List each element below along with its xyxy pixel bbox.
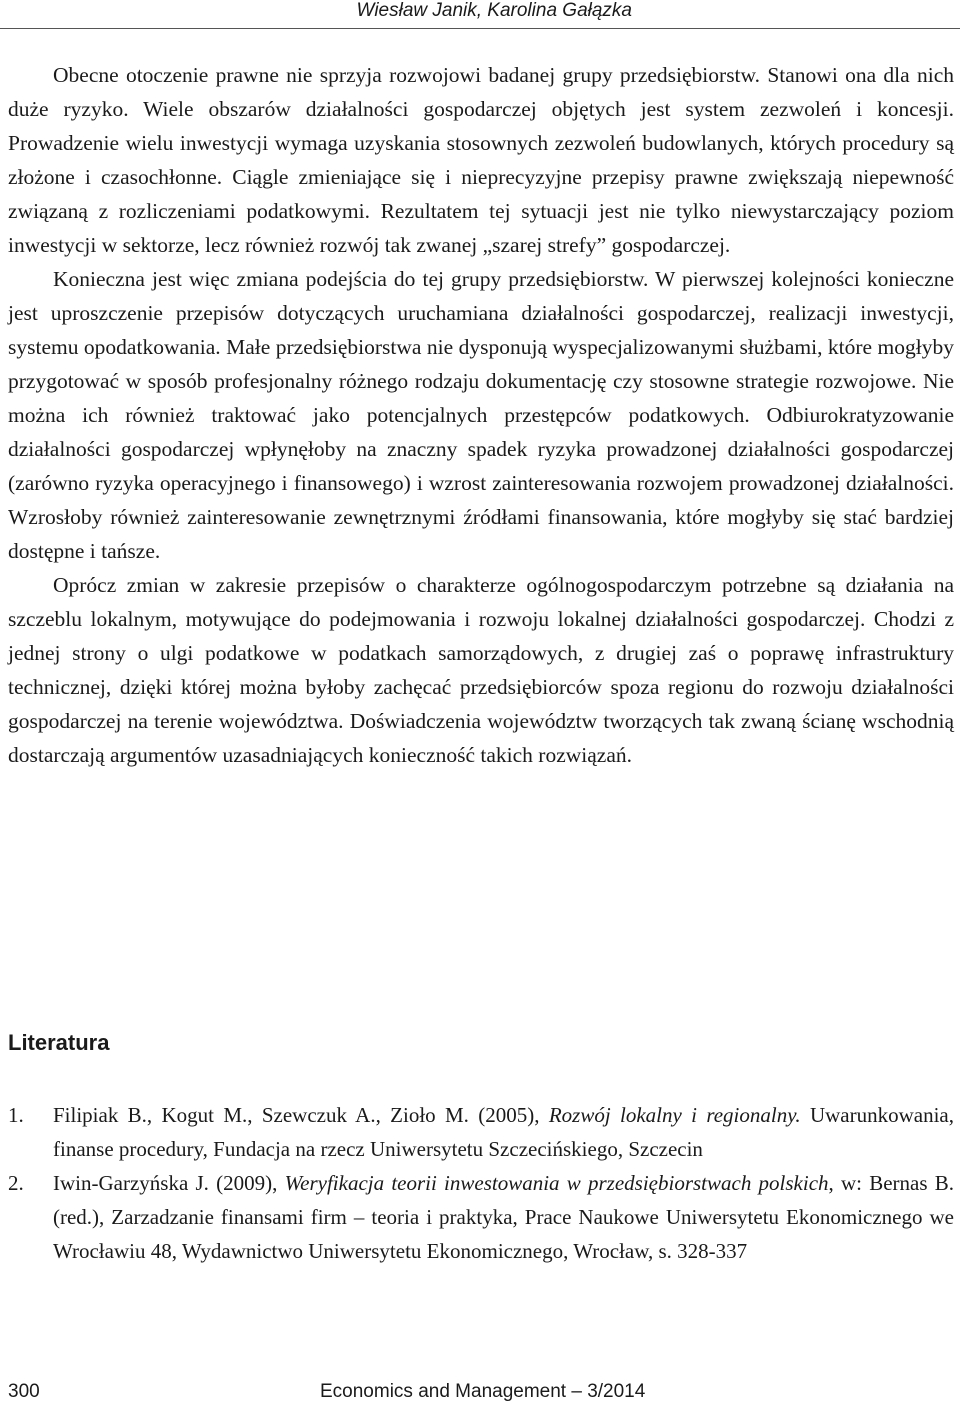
reference-item bbox=[8, 1166, 954, 1268]
running-header bbox=[0, 0, 960, 29]
reference-details: , w: Bernas B. (red.), Zarzadzanie finansami firm – teoria i praktyka, Prace Naukowe Uniwersytetu Ekonomicznego we Wrocławiu 48, Wydawnictwo Uniwersytetu Ekonomicznego, Wrocław, s. 328-337 bbox=[53, 1171, 954, 1263]
reference-authors: Iwin-Garzyńska J. (2009), bbox=[53, 1171, 285, 1195]
reference-list bbox=[8, 1098, 954, 1268]
header-authors: Wiesław Janik, Karolina Gałązka bbox=[356, 0, 632, 21]
page-number: 300 bbox=[8, 1381, 40, 1402]
page-footer bbox=[8, 1381, 954, 1411]
journal-name: Economics and Management – 3/2014 bbox=[320, 1381, 646, 1402]
paragraph: Obecne otoczenie prawne nie sprzyja rozwojowi badanej grupy przedsiębiorstw. Stanowi ona dla nich duże ryzyko. Wiele obszarów działalności gospodarczej objętych jest system zezwoleń i koncesji. Prowadzenie wielu inwestycji wymaga uzyskania stosownych zezwoleń budowlanych, których procedury są złożone i czasochłonne. Ciągle zmieniające się i nieprecyzyjne przepisy prawne zwiększają niepewność związaną z rozliczeniami podatkowymi. Rezultatem tej sytuacji jest nie tylko niewystarczający poziom inwestycji w sektorze, lecz również rozwój tak zwanej „szarej strefy” gospodarczej. bbox=[8, 63, 954, 257]
reference-number: 2. bbox=[8, 1171, 24, 1195]
reference-number: 1. bbox=[8, 1103, 24, 1127]
reference-title: Weryfikacja teorii inwestowania w przedsiębiorstwach polskich bbox=[284, 1171, 829, 1195]
reference-title: Rozwój lokalny i regionalny. bbox=[548, 1103, 801, 1127]
reference-details: Uwarunkowania, finanse procedury, Fundacja na rzecz Uniwersytetu Szczecińskiego, Szczecin bbox=[53, 1103, 954, 1161]
reference-authors: Filipiak B., Kogut M., Szewczuk A., Zioło M. (2005), bbox=[53, 1103, 549, 1127]
body-text bbox=[8, 58, 954, 772]
reference-item bbox=[8, 1098, 954, 1166]
paragraph: Oprócz zmian w zakresie przepisów o charakterze ogólnogospodarczym potrzebne są działania na szczeblu lokalnym, motywujące do podejmowania i rozwoju lokalnej działalności gospodarczej. Chodzi z jednej strony o ulgi podatkowe w podatkach samorządowych, z drugiej zaś o poprawę infrastruktury technicznej, dzięki której można byłoby zachęcać przedsiębiorców spoza regionu do rozwoju działalności gospodarczej na terenie województwa. Doświadczenia województw tworzących tak zwaną ścianę wschodnią dostarczają argumentów uzasadniających konieczność takich rozwiązań. bbox=[8, 573, 954, 767]
paragraph: Konieczna jest więc zmiana podejścia do tej grupy przedsiębiorstw. W pierwszej kolejności konieczne jest uproszczenie przepisów dotyczących uruchamiana działalności gospodarczej, realizacji inwestycji, systemu opodatkowania. Małe przedsiębiorstwa nie dysponują wyspecjalizowanymi służbami, które mogłyby przygotować w sposób profesjonalny różnego rodzaju dokumentację czy stosowne strategie rozwojowe. Nie można ich również traktować jako potencjalnych przestępców podatkowych. Odbiurokratyzowanie działalności gospodarczej wpłynęłoby na znaczny spadek ryzyka prowadzonej działalności gospodarczej (zarówno ryzyka operacyjnego i finansowego) i wzrost zainteresowania rozwojem prowadzonej działalności. Wzrosłoby również zainteresowanie zewnętrznymi źródłami finansowania, które mogłyby się stać bardziej dostępne i tańsze. bbox=[8, 267, 954, 563]
literature-heading: Literatura bbox=[8, 1030, 110, 1055]
